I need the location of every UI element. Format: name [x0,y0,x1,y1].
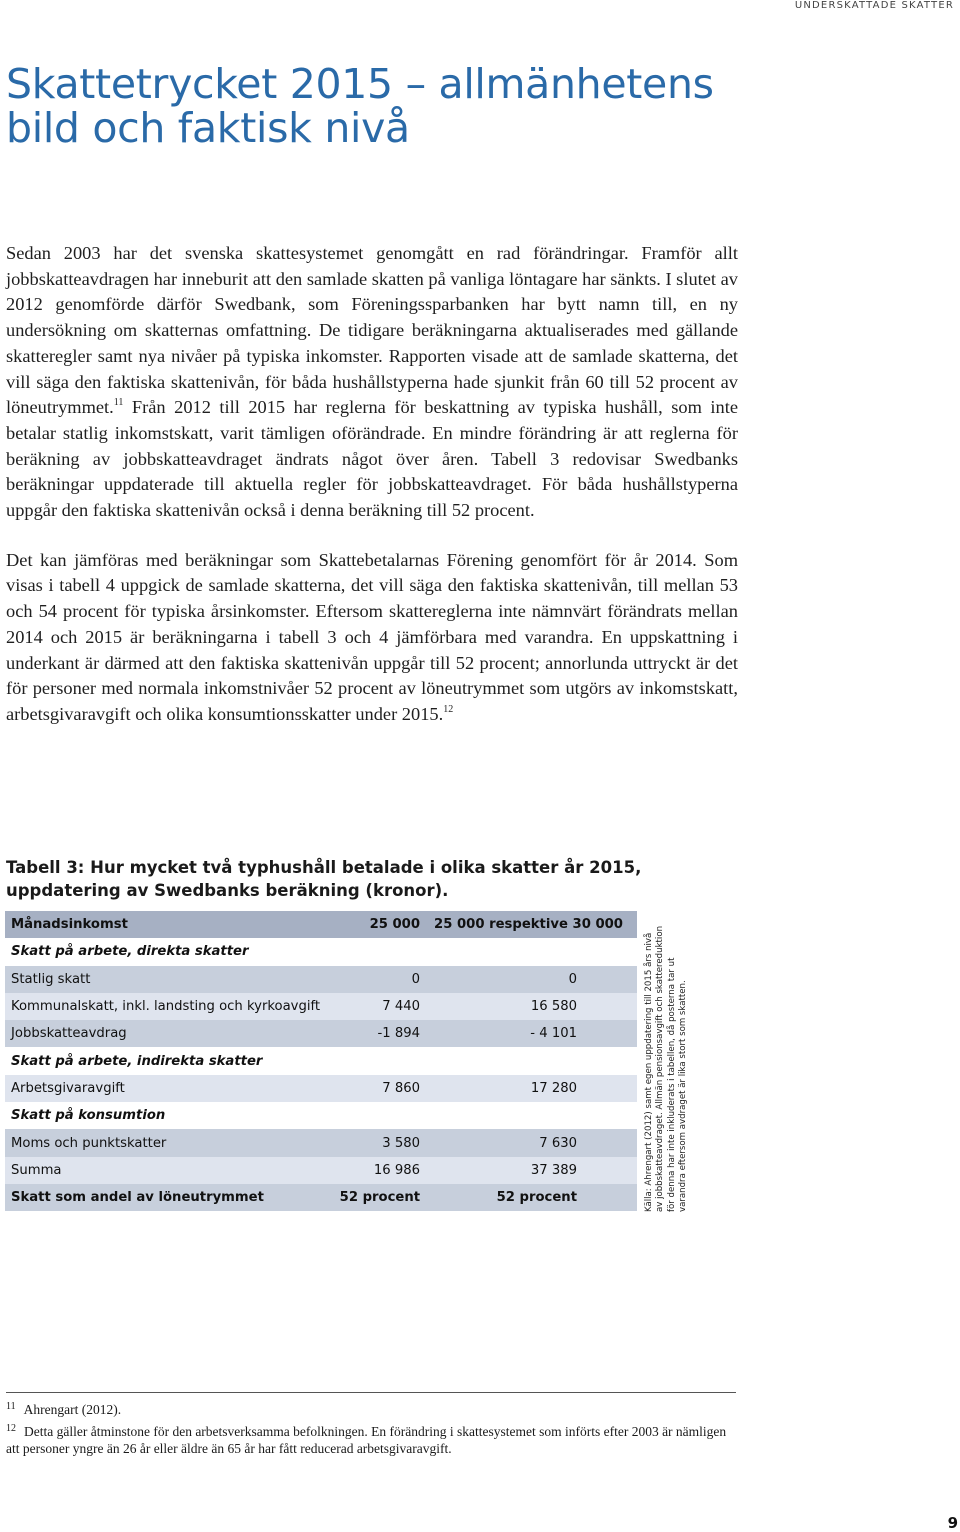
paragraph-1 [6,241,738,524]
footnote-12 [6,1420,738,1457]
table-cell-value-a: 16 986 [326,1157,428,1184]
table-cell-value-a: 52 procent [326,1184,428,1211]
table-header-row [5,911,637,938]
table-cell-value-b: 0 [428,966,637,993]
footnote-number: 11 [6,1401,16,1412]
table-cell-value-b: 16 580 [428,993,637,1020]
table-header-label: Månadsinkomst [5,911,326,938]
paragraph-2-text: Det kan jämföras med beräkningar som Skattebetalarnas Förening genomfört för år 2014. Som visas i tabell 4 uppgick de samlade skatterna, det vill säga den faktiska skattenivån, till mellan 53 och 54 procent för typiska årsinkomster. Eftersom skattereglerna inte nämnvärt förändrats mellan 2014 och 2015 är beräkningarna i tabell 3 och 4 jämförbara med varandra. En uppskattning i underkant är därmed att den faktiska skattenivån uppgår till 52 procent; annorlunda uttryckt är det för personer med normala inkomstnivåer 52 procent av löneutrymmet som utgörs av inkomstskatt, arbetsgivaravgift och olika konsumtionsskatter under 2015. [6,549,738,724]
footnote-text: Detta gäller åtminstone för den arbetsverksamma befolkningen. En förändring i skattesystemet som införts efter 2003 är nämligen att personer yngre än 26 år eller äldre än 65 år har fått reducerad arbetsgivaravgift. [6,1424,727,1456]
table-cell-value-b [428,938,637,965]
table-row [5,966,637,993]
table-source-note: Källa: Ahrengart (2012) samt egen uppdatering till 2015 års nivå av jobbskatteavdraget. Allmän pensionsavgift och skattereduktion för denna har inte inkluderats i tabellen, då posterna tar ut varandra eftersom avdraget är lika stort som skatten. [644,925,688,1212]
footnotes [6,1398,738,1459]
table-row [5,1157,637,1184]
table-cell-label: Skatt på arbete, indirekta skatter [5,1047,326,1074]
table-section-row [5,1047,637,1074]
table-cell-value-a: 3 580 [326,1129,428,1156]
table-cell-value-b: 7 630 [428,1129,637,1156]
table-cell-label: Skatt som andel av löneutrymmet [5,1184,326,1211]
table-cell-value-a: -1 894 [326,1020,428,1047]
page-title-line1: Skattetrycket 2015 – allmänhetens [6,60,714,108]
tax-table [5,911,637,1211]
footnote-ref-12: 12 [443,703,454,715]
table-header-col1: 25 000 [326,911,428,938]
table-row [5,1075,637,1102]
table-cell-label: Summa [5,1157,326,1184]
table-cell-label: Kommunalskatt, inkl. landsting och kyrkoavgift [5,993,326,1020]
table-cell-value-b [428,1102,637,1129]
table-cell-value-a [326,938,428,965]
table-cell-value-b: - 4 101 [428,1020,637,1047]
table-row [5,1020,637,1047]
page-number: 9 [947,1514,958,1532]
table-section-row [5,1102,637,1129]
table-cell-value-a [326,1102,428,1129]
page-title [6,62,906,150]
table-cell-label: Skatt på arbete, direkta skatter [5,938,326,965]
table-row [5,993,637,1020]
footnote-11 [6,1398,738,1418]
table-cell-label: Arbetsgivaravgift [5,1075,326,1102]
table-cell-value-a: 7 860 [326,1075,428,1102]
table-cell-value-b: 37 389 [428,1157,637,1184]
table-cell-value-a: 0 [326,966,428,993]
table-cell-value-b [428,1047,637,1074]
table-cell-value-b: 17 280 [428,1075,637,1102]
table-cell-label: Jobbskatteavdrag [5,1020,326,1047]
table-section-row [5,938,637,965]
body-text [6,241,738,752]
table-cell-value-a: 7 440 [326,993,428,1020]
footnote-text: Ahrengart (2012). [23,1402,122,1417]
table-header-col2: 25 000 respektive 30 000 [428,911,637,938]
table-cell-value-a [326,1047,428,1074]
footnote-number: 12 [6,1423,16,1434]
paragraph-1-part-a: Sedan 2003 har det svenska skattesystemet genomgått en rad förändringar. Framför allt jobbskatteavdragen har inneburit att den samlade skatten på vanliga löntagare har sänkts. I slutet av 2012 genomförde därför Swedbank, som Föreningssparbanken har bytt namn till, en ny undersökning om skatternas omfattning. De tidigare beräkningarna aktualiserades med gällande skatteregler samt nya nivåer på typiska inkomster. Rapporten visade att de samlade skatterna, det vill säga den faktiska skattenivån, för båda hushållstyperna hade sjunkit från 60 till 52 procent av löneutrymmet. [6,243,738,418]
footnote-ref-11: 11 [113,397,124,409]
table-row [5,1129,637,1156]
table-cell-label: Moms och punktskatter [5,1129,326,1156]
table-total-row [5,1184,637,1211]
paragraph-1-part-b: Från 2012 till 2015 har reglerna för beskattning av typiska hushåll, som inte betalar statlig inkomstskatt, varit tämligen oförändrade. En mindre förändring är att reglerna för beräkning av jobbskatteavdraget ändrats något över åren. Tabell 3 redovisar Swedbanks beräkningar uppdaterade till aktuella regler för jobbskatteavdraget. För båda hushållstyperna uppgår den faktiska skattenivån också i denna beräkning till 52 procent. [6,397,738,521]
table-cell-label: Skatt på konsumtion [5,1102,326,1129]
table-cell-label: Statlig skatt [5,966,326,993]
table-title: Tabell 3: Hur mycket två typhushåll betalade i olika skatter år 2015, uppdatering av Swedbanks beräkning (kronor). [6,858,642,900]
running-header: UNDERSKATTADE SKATTER [794,0,954,11]
paragraph-2 [6,548,738,728]
footnote-divider [6,1392,736,1393]
table-cell-value-b: 52 procent [428,1184,637,1211]
page-title-line2: bild och faktisk nivå [6,104,410,152]
